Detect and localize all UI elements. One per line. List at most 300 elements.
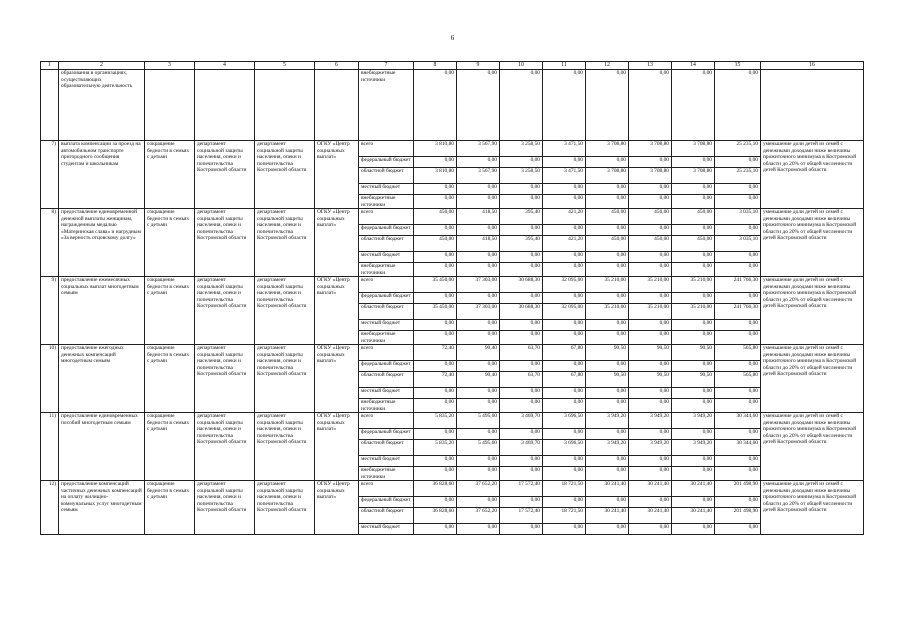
value-cell: 0,00 (414, 497, 457, 508)
indicator-cell: уменьшение доли детей из семей с денежными доходами ниже величины прожиточного минимума в Костромской области до 20% от общей численности детей Костромской области (761, 413, 864, 481)
indicator-cell: уменьшение доли детей из семей с денежными доходами ниже величины прожиточного минимума в Костромской области до 20% от общей численности детей Костромской области (761, 481, 864, 535)
executor-cell: департамент социальной защиты населения, опеки и попечительства Костромской области (255, 481, 315, 535)
value-cell: 35 210,00 (672, 304, 715, 320)
funding-source-cell: федеральный бюджет (359, 293, 414, 304)
value-cell: 0,00 (672, 524, 715, 535)
recipient-cell: ОГКУ «Центр социальных выплат» (315, 481, 359, 535)
table-row (41, 345, 864, 361)
value-cell: 35 210,00 (586, 304, 629, 320)
table-header (41, 62, 864, 70)
value-cell: 450,00 (586, 209, 629, 225)
value-cell: 90,40 (457, 345, 500, 361)
value-cell: 0,00 (414, 263, 457, 277)
value-cell: 0,00 (414, 467, 457, 481)
value-cell: 0,00 (672, 331, 715, 345)
measure-name-cell: выплата компенсации за проезд на автомобильном транспорте пригородного сообщения студентам и школьникам (59, 141, 145, 209)
header-cell: 4 (195, 62, 255, 70)
value-cell: 32 095,00 (543, 304, 586, 320)
value-cell: 0,00 (457, 195, 500, 209)
value-cell: 30 688,30 (500, 277, 543, 293)
value-cell: 0,00 (586, 70, 629, 141)
value-cell: 418,50 (457, 236, 500, 252)
value-cell: 72,40 (414, 345, 457, 361)
value-cell: 565,80 (715, 345, 761, 361)
row-number-cell: 11) (41, 413, 59, 481)
executor-cell: департамент социальной защиты населения, опеки и попечительства Костромской области (255, 345, 315, 413)
value-cell: 35 450,00 (414, 304, 457, 320)
value-cell: 3 471,50 (543, 168, 586, 184)
value-cell: 0,00 (672, 320, 715, 331)
executor-cell: департамент социальной защиты населения, опеки и попечительства Костромской области (255, 277, 315, 345)
value-cell: 63,70 (500, 372, 543, 388)
value-cell: 0,00 (543, 157, 586, 168)
value-cell: 0,00 (500, 467, 543, 481)
value-cell: 0,00 (629, 467, 672, 481)
value-cell: 3 949,20 (586, 413, 629, 429)
indicator-cell: уменьшение доли детей из семей с денежными доходами ниже величины прожиточного минимума в Костромской области до 20% от общей численности детей Костромской области (761, 209, 864, 277)
value-cell: 0,00 (457, 456, 500, 467)
value-cell: 0,00 (543, 195, 586, 209)
value-cell: 90,40 (457, 372, 500, 388)
recipient-cell: ОГКУ «Центр социальных выплат» (315, 141, 359, 209)
value-cell: 0,00 (457, 263, 500, 277)
value-cell: 18 721,50 (543, 508, 586, 524)
value-cell: 0,00 (543, 388, 586, 399)
funding-source-cell: областной бюджет (359, 236, 414, 252)
value-cell: 30 241,40 (629, 508, 672, 524)
value-cell: 0,00 (629, 293, 672, 304)
value-cell: 32 095,00 (543, 277, 586, 293)
value-cell: 0,00 (543, 320, 586, 331)
funding-source-cell: местный бюджет (359, 388, 414, 399)
value-cell: 18 721,50 (543, 481, 586, 497)
value-cell: 0,00 (543, 429, 586, 440)
value-cell: 201 498,90 (715, 481, 761, 497)
value-cell: 0,00 (586, 320, 629, 331)
executor-cell: департамент социальной защиты населения, опеки и попечительства Костромской области (255, 209, 315, 277)
value-cell: 3 696,50 (543, 440, 586, 456)
value-cell: 0,00 (672, 399, 715, 413)
value-cell: 0,00 (629, 320, 672, 331)
funding-source-cell: федеральный бюджет (359, 361, 414, 372)
value-cell: 0,00 (500, 456, 543, 467)
value-cell: 30 241,40 (586, 481, 629, 497)
value-cell: 90,50 (629, 345, 672, 361)
value-cell: 0,00 (715, 195, 761, 209)
value-cell: 0,00 (715, 467, 761, 481)
value-cell: 0,00 (586, 524, 629, 535)
value-cell: 0,00 (543, 361, 586, 372)
coexecutor-cell: департамент социальной защиты населения, опеки и попечительства Костромской области (195, 209, 255, 277)
value-cell: 37 652,20 (457, 481, 500, 497)
value-cell: 0,00 (715, 388, 761, 399)
value-cell: 37 303,00 (457, 304, 500, 320)
row-number-cell: 9) (41, 277, 59, 345)
value-cell: 395,40 (500, 209, 543, 225)
recipient-cell: ОГКУ «Центр социальных выплат» (315, 277, 359, 345)
table-row (41, 70, 864, 141)
value-cell: 30 344,60 (715, 413, 761, 429)
value-cell: 0,00 (672, 184, 715, 195)
table-row (41, 481, 864, 497)
measure-name-cell: предоставление ежемесячных социальных выплат многодетным семьям (59, 277, 145, 345)
table-row (41, 209, 864, 225)
value-cell: 0,00 (543, 70, 586, 141)
funding-source-cell: внебюджетные источники (359, 331, 414, 345)
value-cell: 0,00 (500, 195, 543, 209)
value-cell: 0,00 (586, 331, 629, 345)
value-cell: 0,00 (715, 184, 761, 195)
value-cell: 0,00 (457, 497, 500, 508)
header-cell: 15 (715, 62, 761, 70)
value-cell: 0,00 (715, 524, 761, 535)
value-cell: 0,00 (500, 429, 543, 440)
value-cell: 30 241,40 (586, 508, 629, 524)
funding-source-cell: внебюджетные источники (359, 70, 414, 141)
header-cell: 2 (59, 62, 145, 70)
table-row (41, 277, 864, 293)
value-cell: 0,00 (629, 225, 672, 236)
value-cell: 0,00 (586, 429, 629, 440)
value-cell: 17 572,40 (500, 481, 543, 497)
funding-source-cell: областной бюджет (359, 168, 414, 184)
value-cell: 3 035,10 (715, 236, 761, 252)
value-cell: 0,00 (672, 497, 715, 508)
value-cell: 0,00 (414, 70, 457, 141)
empty-cell (145, 70, 195, 141)
value-cell: 0,00 (500, 184, 543, 195)
value-cell: 0,00 (629, 399, 672, 413)
value-cell: 0,00 (586, 399, 629, 413)
value-cell: 0,00 (629, 497, 672, 508)
value-cell: 0,00 (414, 429, 457, 440)
header-cell: 1 (41, 62, 59, 70)
value-cell: 0,00 (457, 293, 500, 304)
row-number-cell: 10) (41, 345, 59, 413)
funding-source-cell: местный бюджет (359, 524, 414, 535)
row-number-cell: 7) (41, 141, 59, 209)
value-cell: 5 495,60 (457, 440, 500, 456)
row-number-cell: 12) (41, 481, 59, 535)
funding-source-cell: всего (359, 277, 414, 293)
value-cell: 0,00 (500, 399, 543, 413)
header-cell: 16 (761, 62, 864, 70)
value-cell: 565,80 (715, 372, 761, 388)
indicator-cell: уменьшение доли детей из семей с денежными доходами ниже величины прожиточного минимума в Костромской области до 20% от общей численности детей Костромской области (761, 141, 864, 209)
goal-cell: сокращение бедности в семьях с детьми (145, 277, 195, 345)
value-cell: 30 241,40 (672, 481, 715, 497)
funding-source-cell: внебюджетные источники (359, 467, 414, 481)
value-cell: 0,00 (543, 497, 586, 508)
value-cell: 0,00 (414, 195, 457, 209)
value-cell: 0,00 (629, 361, 672, 372)
value-cell: 0,00 (500, 320, 543, 331)
value-cell: 3 708,80 (586, 168, 629, 184)
value-cell: 0,00 (543, 456, 586, 467)
value-cell: 3 471,50 (543, 141, 586, 157)
page-number: 6 (450, 34, 455, 42)
value-cell: 3 696,50 (543, 413, 586, 429)
value-cell: 3 567,90 (457, 141, 500, 157)
indicator-cell: уменьшение доли детей из семей с денежными доходами ниже величины прожиточного минимума в Костромской области до 20% от общей численности детей Костромской области (761, 345, 864, 413)
value-cell: 0,00 (500, 331, 543, 345)
funding-source-cell: областной бюджет (359, 440, 414, 456)
value-cell: 36 828,60 (414, 508, 457, 524)
funding-source-cell: местный бюджет (359, 456, 414, 467)
value-cell: 0,00 (672, 252, 715, 263)
value-cell: 0,00 (715, 497, 761, 508)
value-cell: 3 567,90 (457, 168, 500, 184)
measure-name-cell: образования в организациях, осуществляющих образовательную деятельность (59, 70, 145, 141)
value-cell: 3 810,80 (414, 141, 457, 157)
funding-source-cell: местный бюджет (359, 184, 414, 195)
value-cell: 90,50 (672, 345, 715, 361)
executor-cell: департамент социальной защиты населения, опеки и попечительства Костромской области (255, 413, 315, 481)
value-cell: 0,00 (543, 263, 586, 277)
value-cell: 0,00 (586, 225, 629, 236)
funding-source-cell: федеральный бюджет (359, 429, 414, 440)
coexecutor-cell: департамент социальной защиты населения, опеки и попечительства Костромской области (195, 141, 255, 209)
value-cell: 0,00 (715, 429, 761, 440)
value-cell: 3 708,80 (586, 141, 629, 157)
value-cell: 35 210,00 (629, 304, 672, 320)
value-cell: 3 949,20 (586, 440, 629, 456)
value-cell: 0,00 (543, 331, 586, 345)
value-cell: 37 652,20 (457, 508, 500, 524)
header-cell: 9 (457, 62, 500, 70)
value-cell: 450,00 (586, 236, 629, 252)
value-cell: 3 949,20 (672, 413, 715, 429)
value-cell: 0,00 (457, 399, 500, 413)
value-cell: 0,00 (629, 456, 672, 467)
funding-source-cell: федеральный бюджет (359, 497, 414, 508)
value-cell: 25 235,10 (715, 168, 761, 184)
header-cell: 11 (543, 62, 586, 70)
value-cell: 37 303,00 (457, 277, 500, 293)
goal-cell: сокращение бедности в семьях с детьми (145, 413, 195, 481)
value-cell: 0,00 (586, 263, 629, 277)
indicator-cell: уменьшение доли детей из семей с денежными доходами ниже величины прожиточного минимума в Костромской области до 20% от общей численности детей Костромской области (761, 277, 864, 345)
empty-cell (315, 70, 359, 141)
value-cell: 0,00 (543, 225, 586, 236)
value-cell: 0,00 (715, 361, 761, 372)
goal-cell: сокращение бедности в семьях с детьми (145, 141, 195, 209)
coexecutor-cell: департамент социальной защиты населения, опеки и попечительства Костромской области (195, 277, 255, 345)
value-cell: 0,00 (586, 195, 629, 209)
value-cell: 0,00 (672, 456, 715, 467)
value-cell: 67,80 (543, 345, 586, 361)
value-cell: 0,00 (715, 331, 761, 345)
funding-source-cell: областной бюджет (359, 508, 414, 524)
value-cell: 67,80 (543, 372, 586, 388)
value-cell: 0,00 (629, 252, 672, 263)
funding-source-cell: федеральный бюджет (359, 157, 414, 168)
empty-cell (195, 70, 255, 141)
value-cell: 0,00 (586, 388, 629, 399)
value-cell: 35 210,00 (586, 277, 629, 293)
value-cell: 0,00 (457, 524, 500, 535)
value-cell: 418,50 (457, 209, 500, 225)
coexecutor-cell: департамент социальной защиты населения, опеки и попечительства Костромской области (195, 413, 255, 481)
value-cell: 0,00 (586, 361, 629, 372)
value-cell: 0,00 (629, 388, 672, 399)
value-cell: 5 835,20 (414, 440, 457, 456)
measure-name-cell: предоставление единовременной денежной выплаты женщинам, награжденным медалью «Материнская слава» и нагрудным «За верность отцовскому долгу» (59, 209, 145, 277)
value-cell: 450,00 (672, 236, 715, 252)
goal-cell: сокращение бедности в семьях с детьми (145, 209, 195, 277)
header-cell: 7 (359, 62, 414, 70)
value-cell: 0,00 (629, 263, 672, 277)
value-cell: 0,00 (543, 399, 586, 413)
table-body (41, 70, 864, 535)
header-cell: 3 (145, 62, 195, 70)
value-cell: 0,00 (500, 263, 543, 277)
header-cell: 14 (672, 62, 715, 70)
value-cell: 0,00 (457, 184, 500, 195)
funding-source-cell: всего (359, 141, 414, 157)
funding-source-cell: всего (359, 413, 414, 429)
value-cell: 0,00 (672, 263, 715, 277)
value-cell: 0,00 (715, 399, 761, 413)
value-cell: 421,20 (543, 236, 586, 252)
value-cell: 0,00 (672, 293, 715, 304)
value-cell: 0,00 (500, 157, 543, 168)
header-cell: 6 (315, 62, 359, 70)
value-cell: 0,00 (457, 429, 500, 440)
value-cell: 0,00 (629, 195, 672, 209)
indicator-cell (761, 70, 864, 141)
value-cell: 0,00 (543, 252, 586, 263)
value-cell: 421,20 (543, 209, 586, 225)
value-cell: 0,00 (457, 467, 500, 481)
value-cell: 0,00 (414, 225, 457, 236)
value-cell: 35 210,00 (672, 277, 715, 293)
recipient-cell: ОГКУ «Центр социальных выплат» (315, 345, 359, 413)
value-cell: 0,00 (414, 157, 457, 168)
value-cell: 0,00 (414, 524, 457, 535)
value-cell: 0,00 (586, 497, 629, 508)
value-cell: 0,00 (414, 388, 457, 399)
value-cell: 25 235,10 (715, 141, 761, 157)
funding-source-cell: внебюджетные источники (359, 399, 414, 413)
value-cell: 3 708,80 (629, 168, 672, 184)
budget-table (40, 61, 864, 535)
value-cell: 0,00 (457, 70, 500, 141)
coexecutor-cell: департамент социальной защиты населения, опеки и попечительства Костромской области (195, 345, 255, 413)
value-cell: 0,00 (543, 293, 586, 304)
funding-source-cell: внебюджетные источники (359, 263, 414, 277)
value-cell: 0,00 (672, 361, 715, 372)
value-cell: 0,00 (672, 429, 715, 440)
value-cell: 0,00 (629, 331, 672, 345)
value-cell: 0,00 (414, 320, 457, 331)
value-cell: 90,50 (629, 372, 672, 388)
value-cell: 35 210,00 (629, 277, 672, 293)
value-cell: 0,00 (715, 157, 761, 168)
value-cell: 0,00 (500, 524, 543, 535)
value-cell: 0,00 (629, 184, 672, 195)
executor-cell: департамент социальной защиты населения, опеки и попечительства Костромской области (255, 141, 315, 209)
funding-source-cell: областной бюджет (359, 372, 414, 388)
value-cell: 3 469,70 (500, 413, 543, 429)
value-cell: 0,00 (457, 157, 500, 168)
value-cell: 0,00 (543, 467, 586, 481)
recipient-cell: ОГКУ «Центр социальных выплат» (315, 209, 359, 277)
value-cell: 450,00 (629, 236, 672, 252)
funding-source-cell: местный бюджет (359, 252, 414, 263)
value-cell: 0,00 (672, 388, 715, 399)
value-cell: 30 241,40 (629, 481, 672, 497)
value-cell: 3 469,70 (500, 440, 543, 456)
value-cell: 0,00 (586, 184, 629, 195)
value-cell: 0,00 (414, 399, 457, 413)
value-cell: 241 766,30 (715, 277, 761, 293)
value-cell: 0,00 (457, 320, 500, 331)
value-cell: 90,50 (672, 372, 715, 388)
value-cell: 0,00 (715, 293, 761, 304)
value-cell: 0,00 (629, 524, 672, 535)
recipient-cell: ОГКУ «Центр социальных выплат» (315, 413, 359, 481)
value-cell: 17 572,40 (500, 508, 543, 524)
value-cell: 0,00 (457, 225, 500, 236)
value-cell: 0,00 (715, 263, 761, 277)
value-cell: 3 708,80 (672, 141, 715, 157)
value-cell: 450,00 (414, 236, 457, 252)
value-cell: 0,00 (586, 456, 629, 467)
value-cell: 0,00 (715, 70, 761, 141)
value-cell: 0,00 (629, 70, 672, 141)
value-cell: 0,00 (500, 388, 543, 399)
value-cell: 0,00 (629, 157, 672, 168)
value-cell: 30 241,40 (672, 508, 715, 524)
funding-source-cell: всего (359, 209, 414, 225)
value-cell: 3 949,20 (629, 440, 672, 456)
value-cell: 5 835,20 (414, 413, 457, 429)
header-cell: 10 (500, 62, 543, 70)
value-cell: 0,00 (457, 388, 500, 399)
value-cell: 0,00 (672, 195, 715, 209)
row-number-cell (41, 70, 59, 141)
value-cell: 36 828,60 (414, 481, 457, 497)
funding-source-cell: всего (359, 481, 414, 497)
value-cell: 3 949,20 (672, 440, 715, 456)
value-cell: 201 498,90 (715, 508, 761, 524)
value-cell: 0,00 (715, 456, 761, 467)
value-cell: 0,00 (672, 225, 715, 236)
value-cell: 0,00 (672, 70, 715, 141)
header-cell: 8 (414, 62, 457, 70)
table-row (41, 413, 864, 429)
value-cell: 0,00 (414, 331, 457, 345)
value-cell: 0,00 (414, 361, 457, 372)
value-cell: 3 949,20 (629, 413, 672, 429)
header-cell: 13 (629, 62, 672, 70)
empty-cell (255, 70, 315, 141)
value-cell: 3 258,50 (500, 141, 543, 157)
value-cell: 30 344,60 (715, 440, 761, 456)
value-cell: 0,00 (715, 225, 761, 236)
value-cell: 0,00 (543, 524, 586, 535)
value-cell: 90,50 (586, 372, 629, 388)
goal-cell: сокращение бедности в семьях с детьми (145, 481, 195, 535)
measure-name-cell: предоставление компенсаций частичных денежных компенсаций на оплату жилищно-коммунальных услуг многодетным семьям (59, 481, 145, 535)
funding-source-cell: всего (359, 345, 414, 361)
goal-cell: сокращение бедности в семьях с детьми (145, 345, 195, 413)
value-cell: 0,00 (672, 467, 715, 481)
funding-source-cell: федеральный бюджет (359, 225, 414, 236)
value-cell: 3 035,10 (715, 209, 761, 225)
value-cell: 0,00 (586, 157, 629, 168)
